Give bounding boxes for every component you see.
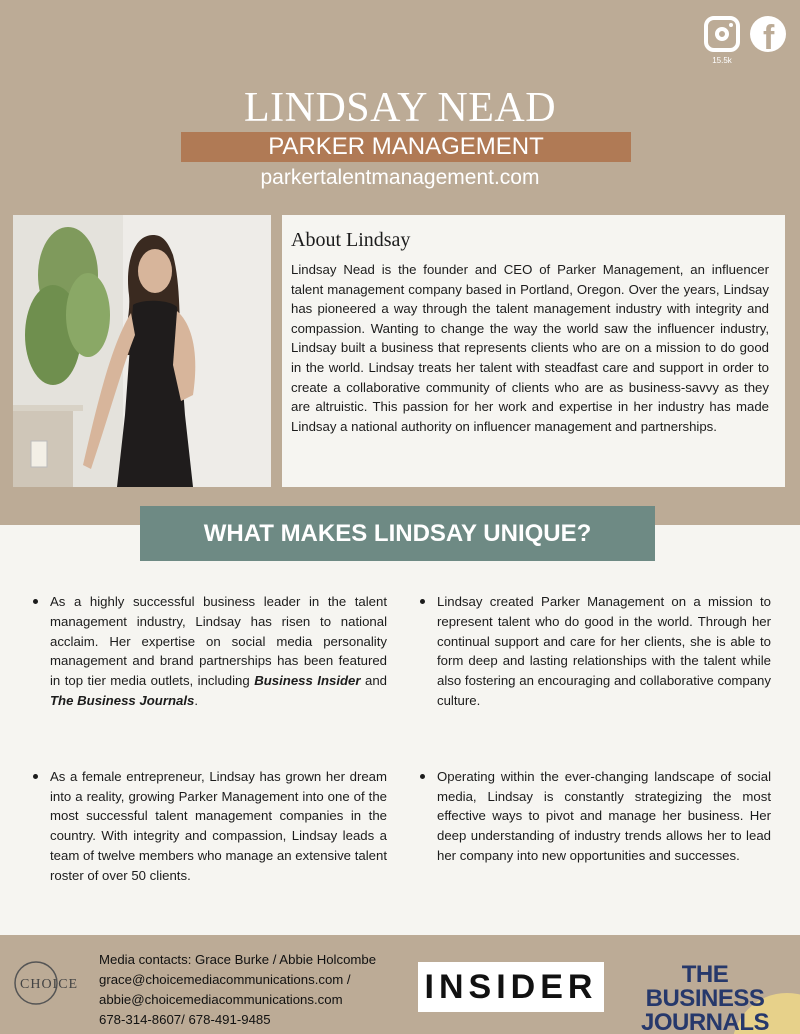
- media-contacts: [99, 950, 376, 1030]
- bullet-item: [417, 592, 771, 711]
- bullet-dot: [420, 599, 425, 604]
- unique-bullets-right: [417, 592, 771, 866]
- about-text: Lindsay Nead is the founder and CEO of Parker Management, an influencer talent management company based in Portland, Oregon. Over the years, Lindsay has pioneered a way through the talent management industry with integrity and compassion. Wanting to change the way the world saw the influencer industry, Lindsay built a business that represents clients who are on a mission to do good in the world. Lindsay treats her talent with steadfast care and support in order to create a collaborative community of clients who are as business-savvy as they are altruistic. This passion for her work and expertise in her industry has made Lindsay a national authority on influencer management and partnerships.: [291, 262, 769, 434]
- bullet-text-end: .: [194, 692, 199, 708]
- contact-names: Media contacts: Grace Burke / Abbie Holcombe: [99, 952, 377, 967]
- about-title: About Lindsay: [291, 229, 411, 251]
- bj-logo-line1: THE BUSINESS: [645, 961, 765, 1012]
- instagram-follower-count: 15.5k: [712, 56, 732, 65]
- about-section: [282, 215, 785, 487]
- bullet-item: [30, 767, 387, 886]
- unique-heading: WHAT MAKES LINDSAY UNIQUE?: [140, 506, 655, 561]
- person-name: LINDSAY NEAD: [243, 85, 557, 131]
- footer: [0, 935, 800, 1034]
- company-name: PARKER MANAGEMENT: [268, 133, 544, 160]
- bullet-text: Lindsay created Parker Management on a mission to represent talent who do good in the world. Through her continual support and care for her clients, she is able to form deep and lasting relationships with the talent while also fostering an encouraging and collaborative company culture.: [437, 594, 771, 708]
- business-insider-mention: Business Insider: [254, 673, 361, 689]
- insider-logo: INSIDER: [418, 962, 604, 1012]
- portrait-photo: [13, 215, 271, 487]
- bullet-text-connector: and: [360, 673, 387, 689]
- contact-email-2[interactable]: abbie@choicemediacommunications.com: [99, 992, 343, 1007]
- website-link[interactable]: parkertalentmanagement.com: [260, 166, 540, 189]
- choice-logo-text: CHOICE: [20, 977, 79, 992]
- bullet-dot: [33, 774, 38, 779]
- instagram-link[interactable]: [704, 16, 740, 65]
- unique-bullets-left: [30, 592, 387, 886]
- bullet-text: As a highly successful business leader in the talent management industry, Lindsay has risen to national acclaim. Her expertise on social media personality management and brand partnerships has been featured in top tier media outlets, including: [50, 594, 387, 689]
- bullet-dot: [420, 774, 425, 779]
- choice-logo: [14, 959, 94, 1007]
- social-links: [704, 16, 786, 65]
- contact-phones: 678-314-8607/ 678-491-9485: [99, 1012, 271, 1027]
- bj-logo-line2: JOURNALS: [640, 1009, 769, 1034]
- bullet-item: [30, 592, 387, 711]
- bullet-dot: [33, 599, 38, 604]
- instagram-icon[interactable]: [704, 16, 740, 52]
- bullet-item: [417, 767, 771, 866]
- facebook-icon[interactable]: f: [750, 16, 786, 52]
- business-journals-logo: [620, 963, 790, 1034]
- bullet-text: Operating within the ever-changing landscape of social media, Lindsay is constantly strategizing the most effective ways to pivot and manage her business. Her deep understanding of industry trends allows her to lead her company into new opportunities and successes.: [437, 768, 771, 863]
- bullet-text: As a female entrepreneur, Lindsay has grown her dream into a reality, growing Parker Management into one of the most successful talent management companies in the country. With integrity and compassion, Lindsay leads a team of twelve members who manage an extensive talent roster of over 50 clients.: [50, 768, 387, 883]
- contact-email-1[interactable]: grace@choicemediacommunications.com /: [99, 972, 351, 987]
- business-journals-mention: The Business Journals: [50, 692, 195, 708]
